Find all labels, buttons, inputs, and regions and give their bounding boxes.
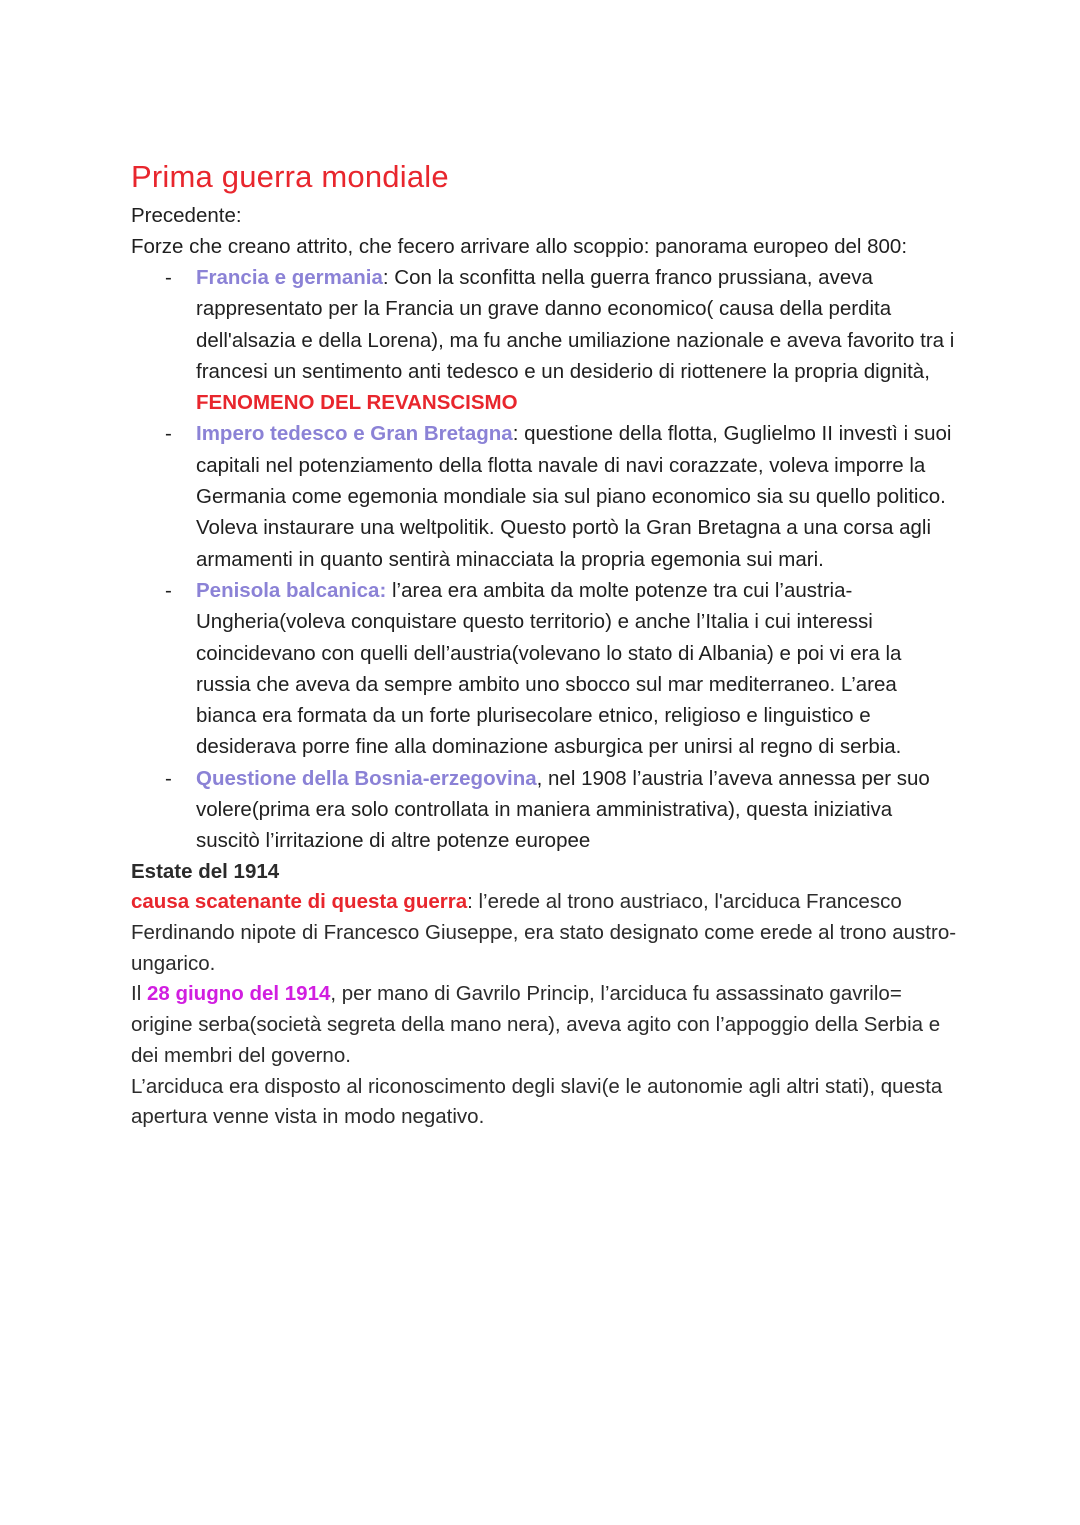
causa-paragraph (131, 887, 961, 979)
causes-list (131, 262, 961, 857)
bullet-dash: - (165, 766, 172, 790)
bullet-text: l’area era ambita da molte potenze tra cui l’austria-Ungheria(voleva conquistare questo territorio) e anche l’Italia i cui interessi coincidevano con quelli dell’austria(volevano lo stato di Albania) e poi vi era la russia che aveva da sempre ambito uno sbocco sul mar mediterraneo. L’area bianca era formata da un forte plurisecolare etnico, religioso e linguistico e desiderava porre fine alla dominazione asburgica per unirsi al regno di serbia. (196, 578, 902, 759)
page-title: Prima guerra mondiale (131, 159, 449, 194)
revanscismo-highlight: FENOMENO DEL REVANSCISMO (196, 391, 518, 415)
list-item (131, 262, 961, 418)
bullet-dash: - (165, 422, 172, 446)
bullet-heading: Penisola balcanica: (196, 578, 387, 602)
list-item (131, 418, 961, 574)
causa-label: causa scatenante di questa guerra (131, 890, 468, 914)
giugno-paragraph (131, 979, 961, 1071)
last-paragraph: L’arciduca era disposto al riconoscimento degli slavi(e le autonomie agli altri stati), questa apertura venne vista in modo negativo. (131, 1074, 943, 1129)
giugno-prefix: Il (131, 982, 147, 1006)
intro-text: Forze che creano attrito, che fecero arrivare allo scoppio: panorama europeo del 800: (131, 235, 908, 258)
document-content (131, 158, 961, 1133)
bullet-dash: - (165, 578, 172, 602)
bullet-text: : Con la sconfitta nella guerra franco prussiana, aveva rappresentato per la Francia un grave danno economico( causa della perdita dell'alsazia e della Lorena), ma fu anche umiliazione nazionale e aveva favorito tra i francesi un sentimento anti tedesco e un desiderio di riottenere la propria dignità, (196, 266, 955, 383)
list-item (131, 575, 961, 763)
bullet-heading: Francia e germania (196, 266, 383, 289)
bullet-text: : questione della flotta, Guglielmo II investì i suoi capitali nel potenziamento della flotta navale di navi corazzate, voleva imporre la Germania come egemonia mondiale sia sul piano economico sia su quello politico. Voleva instaurare una weltpolitik. Questo portò la Gran Bretagna a una corsa agli armamenti in quanto sentirà minacciata la propria egemonia sui mari. (196, 422, 952, 571)
list-item (131, 763, 961, 857)
bullet-text: , nel 1908 l’austria l’aveva annessa per suo volere(prima era solo controllata in maniera amministrativa), questa iniziativa suscitò l’irritazione di altre potenze europee (196, 766, 930, 853)
bullet-heading: Impero tedesco e Gran Bretagna (196, 422, 513, 446)
bullet-heading: Questione della Bosnia-erzegovina (196, 766, 537, 790)
precedente-label: Precedente: (131, 204, 242, 227)
giugno-text: , per mano di Gavrilo Princip, l’arciduca fu assassinato gavrilo= origine serba(società segreta della mano nera), aveva agito con l’appoggio della Serbia e dei membri del governo. (131, 982, 941, 1067)
estate-heading: Estate del 1914 (131, 859, 280, 883)
bullet-dash: - (165, 266, 172, 289)
causa-text: : l’erede al trono austriaco, l'arciduca Francesco Ferdinando nipote di Francesco Giuseppe, era stato designato come erede al trono austro- ungarico. (131, 890, 957, 975)
giugno-date: 28 giugno del 1914 (146, 982, 331, 1006)
